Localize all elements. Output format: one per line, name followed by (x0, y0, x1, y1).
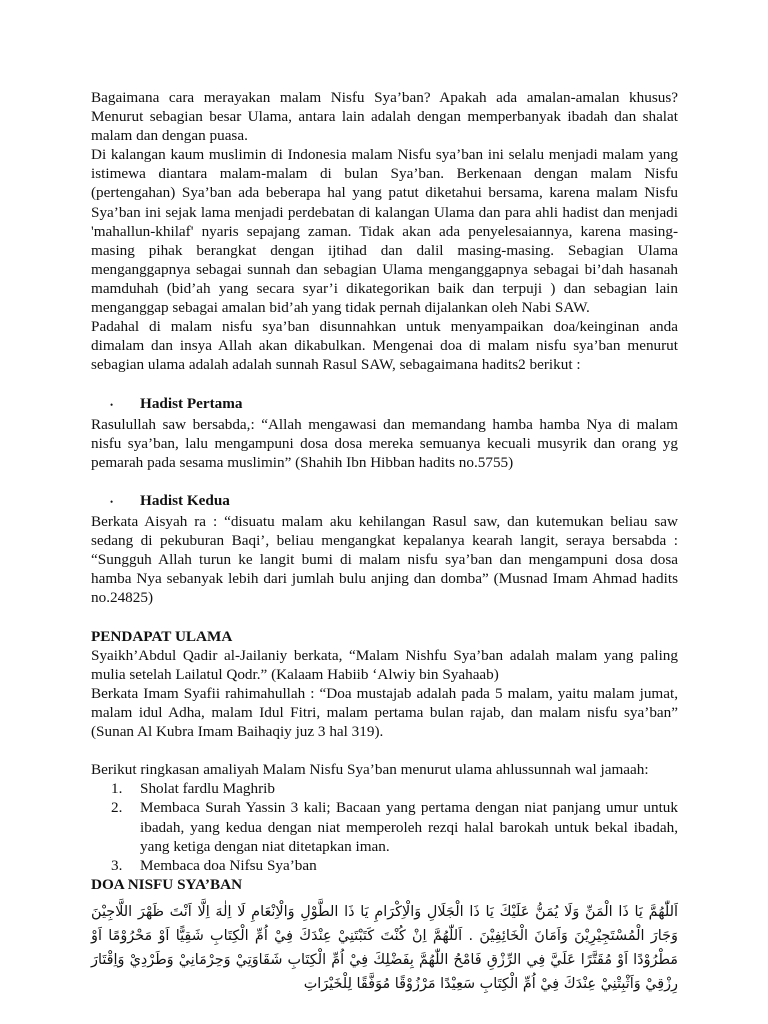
amaliyah-intro: Berikut ringkasan amaliyah Malam Nisfu Sya’ban menurut ulama ahlussunnah wal jamaah: (91, 761, 649, 779)
list-number: 3. (111, 856, 123, 874)
list-number: 2. (111, 799, 123, 817)
intro-paragraph-1: Bagaimana cara merayakan malam Nisfu Sya’ban? Apakah ada amalan-amalan khusus? Menurut sebagian besar Ulama, antara lain adalah dengan memperbanyak ibadah dan shalat malam dan dengan puasa. (91, 89, 678, 145)
list-item-text: Membaca doa Nifsu Sya’ban (140, 856, 317, 874)
hadist-2-title: Hadist Kedua (140, 491, 230, 509)
doa-heading: DOA NISFU SYA’BAN (91, 875, 243, 893)
spacer (91, 608, 678, 627)
spacer (91, 374, 678, 393)
pendapat-paragraph-2: Berkata Imam Syafii rahimahullah : “Doa mustajab adalah pada 5 malam, yaitu malam jumat, malam idul Adha, malam Idul Fitri, malam pertama bulan rajab, dan malam nisfu sya’ban” (Sunan Al Kubra Imam Baihaqiy juz 3 hal 319). (91, 684, 678, 741)
intro-paragraph-2: Di kalangan kaum muslimin di Indonesia malam Nisfu sya’ban ini selalu menjadi malam yang istimewa diantara malam-malam di bulan Sya’ban. Berkenaan dengan malam Nisfu (pertengahan) Sya’ban ada beberapa hal yang patut diketahui bersama, karena malam Nisfu Sya’ban ini sejak lama menjadi perdebatan di kalangan Ulama dan para ahli hadist dan menjadi 'mahallun-khilaf' nyaris sepajang zaman. Tidak akan ada penyelesaiannya, karena masing-masing pihak berangkat dengan ijtihad dan dalil masing-masing. Sebagian Ulama menganggapnya sebagai sunnah dan sebagian Ulama menganggapnya sebagai bi’dah hasanah mamduhah (bid’ah yang secara syar’i dikategorikan baik dan terpuji ) dan sebagian lain menganggap sebagai amalan bid’ah yang tidak pernah dijalankan oleh Nabi SAW. (91, 146, 678, 317)
hadist-2-text: Berkata Aisyah ra : “disuatu malam aku kehilangan Rasul saw, dan kutemukan beliau saw sedang di pekuburan Baqi’, beliau mengangkat kepalanya kearah langit, seraya bersabda : “Sungguh Allah turun ke langit bumi di malam nisfu sya’ban dan mengampuni dosa dosa hamba Nya sebanyak lebih dari jumlah bulu anjing dan domba” (Musnad Imam Ahmad hadits no.24825) (91, 513, 678, 607)
pendapat-ulama-heading: PENDAPAT ULAMA (91, 627, 233, 645)
doa-arabic-text: اَللّٰهُمَّ يَا ذَا الْمَنِّ وَلَا يُمَنُّ عَلَيْكَ يَا ذَا الْجَلَالِ وَالْاِكْرَامِ يَا ذَا الطَّوْلِ وَالْاِنْعَامِ لَا اِلٰهَ اِلَّا اَنْتَ ظَهْرَ اللَّاجِيْنَ وَجَارَ الْمُسْتَجِيْرِيْنَ وَاَمَانَ الْخَائِفِيْنَ . اَللّٰهُمَّ اِنْ كُنْتَ كَتَبْتَنِيْ عِنْدَكَ فِيْ اُمِّ الْكِتَابِ شَقِيًّا اَوْ مَحْرُوْمًا اَوْ مَطْرُوْدًا اَوْ مُقَتَّرًا عَلَيَّ فِي الرِّزْقِ فَامْحُ اللّٰهُمَّ بِفَضْلِكَ فِيْ اُمِّ الْكِتَابِ شَقَاوَتِيْ وَحِرْمَانِيْ وَطَرْدِيْ وَاِقْتَارَ رِزْقِيْ وَاَثْبِتْنِيْ عِنْدَكَ فِيْ اُمِّ الْكِتَابِ سَعِيْدًا مَرْزُوْقًا مُوَفَّقًا لِلْخَيْرَاتِ (91, 903, 678, 992)
pendapat-paragraph-1: Syaikh’Abdul Qadir al-Jailaniy berkata, “Malam Nishfu Sya’ban adalah malam yang paling mulia setelah Lailatul Qodr.” (Kalaam Habiib ‘Alwiy bin Syahaab) (91, 646, 678, 683)
intro-paragraph-3: Padahal di malam nisfu sya’ban disunnahkan untuk menyampaikan doa/keinginan anda dimalam dan insya Allah akan dikabulkan. Mengenai doa di malam nisfu sya’ban menurut sebagian ulama adalah adalah sunnah Rasul SAW, sebagaimana hadits2 berikut : (91, 318, 678, 374)
hadist-2-heading (91, 491, 678, 512)
list-number: 1. (111, 780, 123, 798)
list-item (91, 798, 678, 855)
spacer (91, 741, 678, 760)
list-item (91, 779, 678, 798)
amaliyah-list (91, 779, 678, 874)
spacer (91, 472, 678, 491)
document-page (91, 88, 678, 996)
bullet-icon: • (110, 399, 114, 410)
list-item-text: Sholat fardlu Maghrib (140, 780, 275, 798)
list-item-text: Membaca Surah Yassin 3 kali; Bacaan yang pertama dengan niat panjang umur untuk ibadah, yang kedua dengan niat memperoleh rezqi halal barokah untuk bekal ibadah, yang ketiga dengan niat ditetapkan iman. (140, 799, 678, 855)
hadist-1-text: Rasulullah saw bersabda,: “Allah mengawasi dan memandang hamba hamba Nya di malam nisfu sya’ban, lalu mengampuni dosa dosa mereka semuanya kecuali musyrik dan orang yg pemarah pada sesama muslimin” (Shahih Ibn Hibban hadits no.5755) (91, 415, 678, 471)
hadist-1-heading (91, 394, 678, 415)
hadist-1-title: Hadist Pertama (140, 394, 243, 412)
list-item (91, 856, 678, 875)
bullet-icon: • (110, 496, 114, 507)
